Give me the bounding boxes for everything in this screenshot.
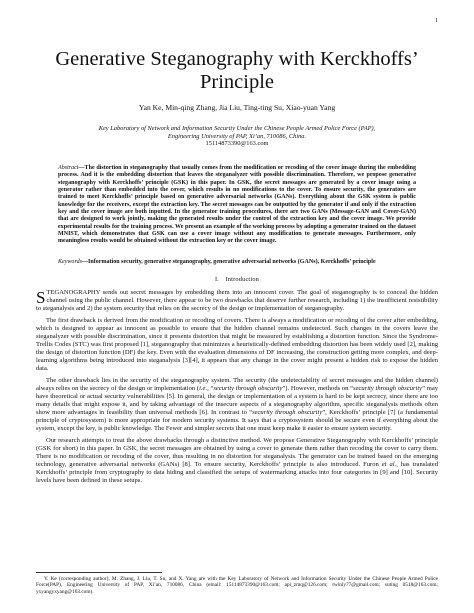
footnote: Y. Ke (corresponding author), M. Zhang, J. Liu, T. Su, and X. Yang are with the Key Laboratory of Network and Information Security Under the Chinese People Armed Police Force(PAP), Engineering University of PAP, Xi’an, 710086, China (email: 15114873390@163.com; api_zmq@126.com; twinly77@gmail.com; suting 0518@163.com; yxyangyxyang@163.com). [36,576,438,595]
keywords [58,259,416,266]
intro-paragraph-1 [36,289,438,313]
text-run: , has translated Kerckhoffs’ principle from cryptography to data hiding and classified the setups of watermarking attacks into four categories in [9] and [10]. Security levels have been defined in these setups. [36,460,438,484]
abstract-label: Abstract [58,165,79,171]
emphasis: et al. [381,460,397,468]
intro-paragraph-4 [36,437,438,485]
text-run: Our research attempts to treat the above drawbacks through a distinctive method. We propose Generative Steganography with Kerckhoffs’ principle (GSK for short) in this paper. In GSK, the secret messages are obtained by using a cover to generate them rather than recoding the cover to carry them. There is no modification or recoding of the cover, thus resulting in no distortion for steganalysis. The generator can be trained based on the emerging technology, generative adversarial networks (GANs) [8]. To ensure security, Kerckhoffs’ principle is also introduced. Furon [36,436,438,468]
emphasis: i.e. [199,384,208,392]
affiliation [50,125,424,148]
page-number: 1 [434,17,438,24]
intro-paragraph-2: The first drawback is derived from the modification or recoding of covers. There is always a modification or recoding of the cover after embedding, which is designed to appear as innocent as possible to ensure that the hidden channel remains undetected. Such changes in the covers leave the steganalyzer with possible discrimination, since it presents distortion that might be measured by establishing a distortion function. Since the Syndrome-Trellis Codes (STC) was first proposed [1], steganography that minimizes a heuristically-defined embedding distortion has been widely used [2], making the design of distortion function (DF) the key. Even with the evaluation dimensions of DF increasing, the construction getting more complex, and deep-learning algorithms being introduced into steganalysis [3][4], it appears that any change in the cover might present a hidden risk to expose the hidden data. [36,316,438,373]
emphasis: security through obscurity [252,408,323,416]
text-run: , “ [207,384,214,392]
emphasis: security through obscurity [353,384,423,392]
keywords-label: Keywords [58,259,82,265]
intro-paragraph-1-text: TEGANOGRAPHY sends out secret messages by embedding them into an innocent cover. The goal of steganography is to conceal the hidden channel using the public channel. However, there appear to be two drawbacks that deserve further research, including 1) the insufficient resistibility to steganalysis and 2) the system security that relies on the secrecy of the design or implementation of steganography. [36,289,438,313]
abstract [58,165,416,246]
contact-email: 15114873390@163.com [205,140,269,148]
text-run: The other drawback lies in the security of the steganography system. The security (the undetectability of secret messages and the hidden channel) always relies on the secrecy of the design or implementation ( [36,376,438,392]
drop-cap: S [36,288,46,307]
abstract-text: —The distortion in steganography that usually comes from the modification or recoding of the cover image during the embedding process. And it is the embedding distortion that leaves the steganalyzer with possible discrimination. Therefore, we propose generative steganography with Kerckhoffs’ principle (GSK) in this paper. In GSK, the secret messages are generated by a cover image using a generator rather than embedded into the cover, which results in no modifications to the cover. To ensure security, the generators are trained to meet Kerckhoffs’ principle based on generative adversarial networks (GANs). Everything about the GSK system is public knowledge for the receivers, except the extraction key. The secret messages can be outputted by the generator if and only if the extraction key and the cover image are both inputted. In the generator training procedures, there are two GANs (Message-GAN and Cover-GAN) that are designed to work jointly, making the generated results under the control of the extraction key and the cover image. We provide experimental results for the training process. We present an example of the working process by adopting a generator trained on the dataset MNIST, which demonstrates that GSK can use a cover image without any modification to generate messages. Furthermore, only meaningless results would be obtained without the extraction key or the cover image. [58,165,416,245]
intro-paragraph-3 [36,377,438,433]
affiliation-line-2: Engineering University of PAP, Xi’an, 710086, China. [167,132,307,140]
section-heading-introduction: I. Introduction [214,276,260,283]
affiliation-line-1: Key Laboratory of Network and Information Security Under the Chinese People Armed Police Force (PAP), [98,125,376,132]
author-list: Yan Ke, Min-qing Zhang, Jia Liu, Ting-ting Su, Xiao-yuan Yang [138,103,336,112]
text-run: ” may have theoretical or actual security vulnerabilities [5]. In general, the design or implementation of a system is hard to be kept secrecy, since there are too many details that might expose it, and by taking advantage of the insecure aspects of a steganography algorithm, specific steganalysis methods often show more advantages in feasibility than universal methods [6]. In contrast to “ [36,384,438,416]
footnote-separator [36,572,162,573]
paper-title: Generative Steganography with Kerckhoffs’ Principle [55,48,419,93]
emphasis: security through obscurity [213,384,283,392]
text-run: ”, Kerckhoffs’ principle [7] (a fundamental principle of cryptosystem) is more appropriate for modern security systems. It says that a cryptosystem should be secure even if everything about the system, except the key, is public knowledge. The Fewer and simpler secrets that one must keep make it easier to ensure system security. [36,408,438,432]
introduction-body [36,289,438,488]
text-run: ”). However, methods on “ [282,384,354,392]
keywords-text: —Information security, generative steganography, generative adversarial networks (GANs), Kerckhoffs’ principle [81,259,376,265]
